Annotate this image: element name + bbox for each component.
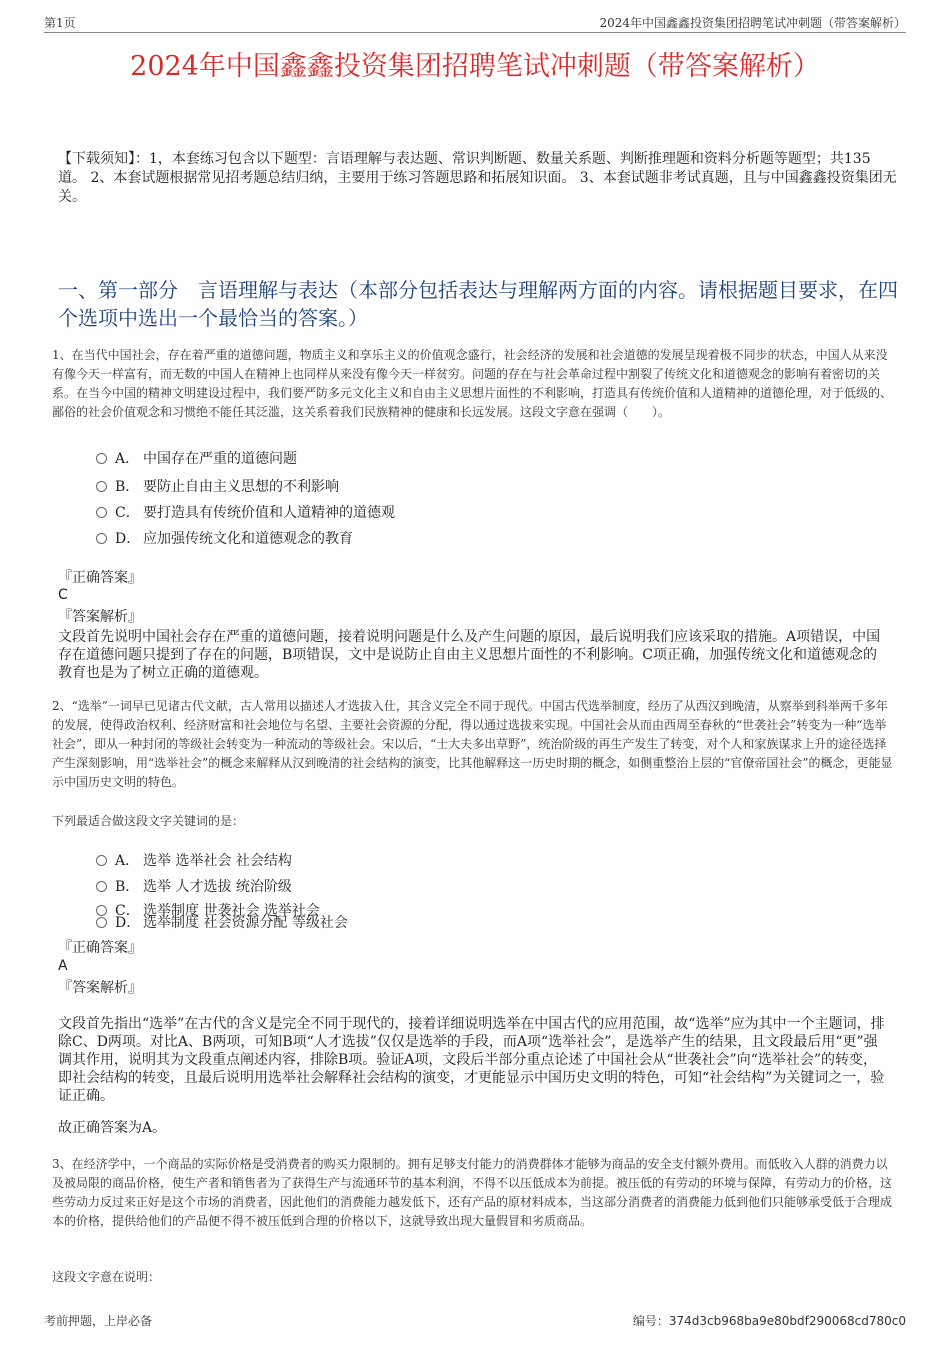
question-2-prompt: 下列最适合做这段文字关键词的是： xyxy=(52,814,245,828)
correct-answer-label: 『正确答案』 xyxy=(58,570,142,586)
question-2-analysis: 文段首先指出“选举”在古代的含义是完全不同于现代的，接着详细说明选举在中国古代的应用范围，故“选举”应为其中一个主题词，排除C、D两项。对比A、B两项，可知B项“人才选拔”仅仅是选举的手段，而A项“选举社会”，是选举产生的结果，且文段最后用“更”强调其作用，说明其为文段重点阐述内容，排除B项。验证A项，文段后半部分重点论述了中国社会从“世袭社会”向“选举社会”的转变，即社会结构的转变，且最后说明用选举社会解释社会结构的演变，才更能显示中国历史文明的特色，可知“社会结构”为关键词之一，验证正确。 xyxy=(58,1016,885,1104)
option-a[interactable]: A． 选举 选举社会 社会结构 xyxy=(96,850,292,870)
analysis-label: 『答案解析』 xyxy=(58,980,142,996)
option-b[interactable]: B． 选举 人才选拔 统治阶级 xyxy=(96,876,292,896)
radio-icon[interactable] xyxy=(96,453,107,464)
option-d[interactable]: D． 应加强传统文化和道德观念的教育 xyxy=(96,528,353,548)
footer-slogan: 考前押题，上岸必备 xyxy=(44,1314,153,1328)
radio-icon[interactable] xyxy=(96,507,107,518)
option-c[interactable]: C． 选举制度 世袭社会 选举社会 xyxy=(96,900,320,920)
question-1-stem: 1、在当代中国社会，存在着严重的道德问题，物质主义和享乐主义的价值观念盛行，社会经济的发展和社会道德的发展呈现着极不同步的状态，中国人从来没有像今天一样富有，而无数的中国人在精神上也同样从来没有像今天一样贫穷。问题的存在与社会革命过程中割裂了传统文化和道德观念的影响有着密切的关系。在当今中国的精神文明建设过程中，我们要严防多元文化主义和自由主义思想片面性的不利影响，打造具有传统价值和人道精神的道德伦理，对于低级的、鄙俗的社会价值观念和习惯绝不能任其泛滥，这关系着我们民族精神的健康和长远发展。这段文字意在强调（ ）。 xyxy=(52,348,893,419)
header-doc-title: 2024年中国鑫鑫投资集团招聘笔试冲刺题（带答案解析） xyxy=(599,16,906,30)
radio-icon[interactable] xyxy=(96,481,107,492)
page-footer xyxy=(44,1312,906,1329)
option-a[interactable]: A． 中国存在严重的道德问题 xyxy=(96,448,297,468)
question-3-stem: 3、在经济学中，一个商品的实际价格是受消费者的购买力限制的。拥有足够支付能力的消费群体才能够为商品的安全支付额外费用。而低收入人群的消费力以及被局限的商品价格，使生产者和销售者为了获得生产与流通环节的基本利润，不得不以压低成本为前提。被压低的有劳动的环境与保障，有劳动力的价格，这些劳动力反过来正好是这个市场的消费者，因此他们的消费能力越发低下，还有产品的原材料成本，当这部分消费者的消费能力低到他们只能够承受低于合理成本的价格，提供给他们的产品便不得不被压低到合理的价格以下，这就导致出现大量假冒和劣质商品。 xyxy=(52,1157,893,1228)
correct-answer-label: 『正确答案』 xyxy=(58,940,142,956)
radio-icon[interactable] xyxy=(96,855,107,866)
question-1-analysis: 文段首先说明中国社会存在严重的道德问题，接着说明问题是什么及产生问题的原因，最后说明我们应该采取的措施。A项错误，中国存在道德问题只提到了存在的问题，B项错误，文中是说防止自由主义思想片面性的不利影响。C项正确，加强传统文化和道德观念的教育也是为了树立正确的道德观。 xyxy=(58,629,881,681)
section-heading: 一、第一部分 言语理解与表达（本部分包括表达与理解两方面的内容。请根据题目要求，在四个选项中选出一个最恰当的答案。） xyxy=(58,278,898,330)
question-1-answer: C xyxy=(58,587,68,603)
option-c[interactable]: C． 要打造具有传统价值和人道精神的道德观 xyxy=(96,502,395,522)
question-3-prompt: 这段文字意在说明： xyxy=(52,1270,161,1284)
radio-icon[interactable] xyxy=(96,881,107,892)
header-divider xyxy=(44,32,906,33)
radio-icon[interactable] xyxy=(96,533,107,544)
download-notice: 【下载须知】：1，本套练习包含以下题型：言语理解与表达题、常识判断题、数量关系题、判断推理题和资料分析题等题型；共135道。 2、本套试题根据常见招考题总结归纳，主要用于练习答题思路和拓展知识面。 3、本套试题非考试真题，且与中国鑫鑫投资集团无关。 xyxy=(58,151,897,205)
option-d[interactable]: D． 选举制度 社会资源分配 等级社会 xyxy=(96,912,348,932)
option-b[interactable]: B． 要防止自由主义思想的不利影响 xyxy=(96,476,339,496)
page-title: 2024年中国鑫鑫投资集团招聘笔试冲刺题（带答案解析） xyxy=(130,51,820,82)
page-header xyxy=(44,12,906,32)
question-2-conclusion: 故正确答案为A。 xyxy=(58,1120,167,1136)
question-2-answer: A xyxy=(58,958,68,974)
question-2-stem: 2、“选举”一词早已见诸古代文献，古人常用以描述人才选拔入仕，其含义完全不同于现代。中国古代选举制度，经历了从西汉到晚清，从察举到科举两千多年的发展，使得政治权利、经济财富和社会地位与名望、主要社会资源的分配，得以通过选拔来实现。中国社会从而由西周至春秋的“世袭社会”转变为一种“选举社会”，即从一种封闭的等级社会转变为一种流动的等级社会。宋以后，“士大夫多出草野”，统治阶级的再生产发生了转变，对个人和家族谋求上升的途径选择产生深刻影响，用“选举社会”的概念来解释从汉到晚清的社会结构的演变，比其他解释这一历史时期的概念，如侧重整治上层的“官僚帝国社会”的概念，更能显示中国历史文明的特色。 xyxy=(52,699,893,789)
page-number: 第1页 xyxy=(44,16,76,30)
footer-code: 编号：374d3cb968ba9e80bdf290068cd780c0 xyxy=(632,1314,906,1328)
radio-icon[interactable] xyxy=(96,917,107,928)
analysis-label: 『答案解析』 xyxy=(58,609,142,625)
